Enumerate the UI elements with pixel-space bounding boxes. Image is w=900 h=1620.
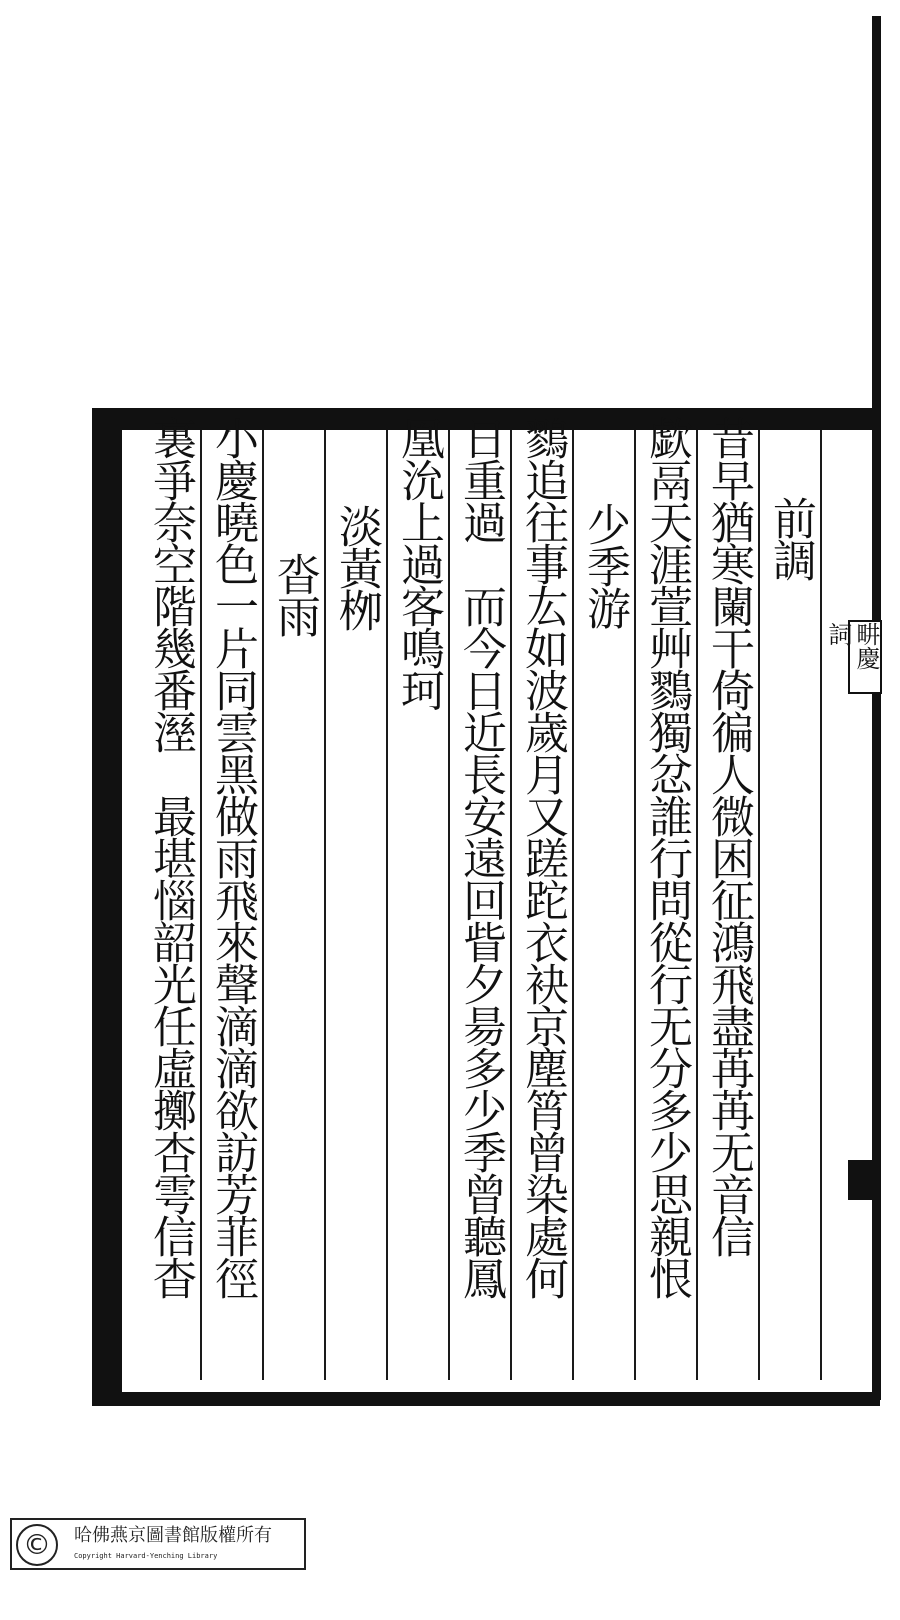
text-column — [140, 416, 200, 1392]
text-column — [202, 416, 262, 1392]
column-text: 鷚追往事厷如波歲月又蹉跎衣袂京塵筲曾染處何 — [517, 416, 568, 1298]
text-column — [512, 416, 572, 1392]
column-text: 沓雨 — [269, 552, 320, 636]
edge-ink-block — [848, 1160, 878, 1200]
column-text: 昔早猶寒闌干倚徧人微困征鴻飛盡苒苒无音信 — [703, 416, 754, 1256]
copyright-english: Copyright Harvard-Yenching Library — [74, 1552, 218, 1560]
text-column-title — [574, 430, 634, 1392]
copyright-chinese: 哈佛燕京圖書館版權所有 — [74, 1525, 272, 1546]
text-column-title — [760, 430, 820, 1392]
text-page — [122, 416, 872, 1392]
column-text: 少季游 — [579, 502, 630, 628]
column-text: 歔鬲天涯萱艸鷚獨忿誰行問從行无分多少思親恨 — [641, 416, 692, 1298]
text-column-title — [326, 430, 386, 1392]
text-column — [450, 416, 510, 1392]
copyright-icon: © — [16, 1524, 58, 1566]
text-column — [636, 416, 696, 1392]
running-title-tab: 畊慶詞 — [848, 620, 882, 694]
column-text: 裏爭奈空階幾番溼 最堪惱韶光任虛擲杏雩信杳 — [145, 416, 196, 1298]
column-text: 日重過 而今日近長安遠回眥夕昜多少季曾聽鳳 — [455, 416, 506, 1298]
text-column — [698, 416, 758, 1392]
column-rule — [820, 430, 822, 1380]
copyright-stamp — [10, 1518, 306, 1570]
column-text: 小慶曉色一片同雲黑做雨飛來聲滴滴欲訪芳菲徑 — [207, 416, 258, 1298]
text-column-title — [264, 430, 324, 1392]
column-text: 前調 — [765, 496, 816, 580]
column-text: 凰沇上過客鳴珂 — [393, 416, 444, 710]
text-column — [388, 416, 448, 1392]
column-text: 淡黃栁 — [331, 504, 382, 630]
